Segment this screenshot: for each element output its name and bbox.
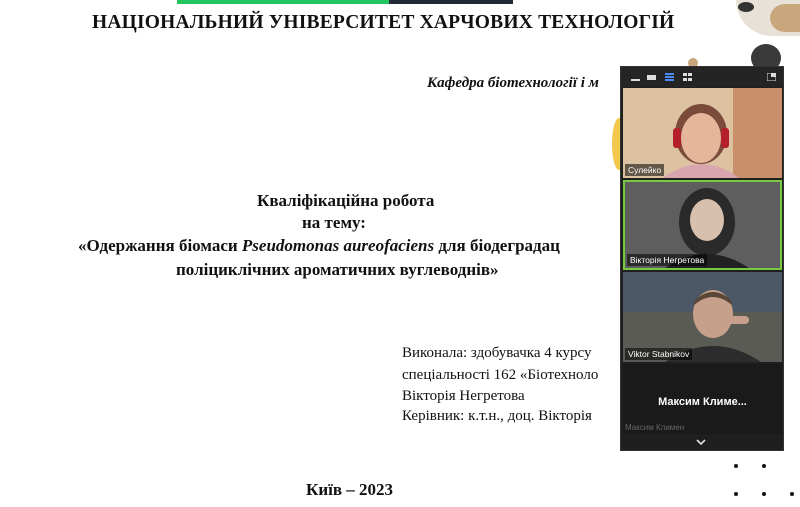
green-toolbar-strip[interactable]: [177, 0, 389, 4]
decorative-dot: [762, 464, 766, 468]
participant-video-tile[interactable]: [623, 272, 782, 362]
decorative-dot: [770, 4, 800, 32]
thesis-topic-line1: [78, 236, 560, 256]
decorative-dot: [790, 492, 794, 496]
participant-name: Сулейко: [625, 164, 664, 176]
participant-subname: Максим Климен: [625, 423, 685, 432]
decorative-dot: [738, 2, 754, 12]
minimize-icon[interactable]: [631, 73, 640, 81]
participant-video-tile[interactable]: [623, 364, 782, 434]
topic-text: для біодеградац: [434, 236, 560, 255]
topic-text: «Одержання біомаси: [78, 236, 242, 255]
decorative-dot: [734, 492, 738, 496]
exit-minimized-icon[interactable]: [767, 73, 776, 81]
student-name: Вікторія Негретова: [402, 388, 525, 404]
active-speaker-tile[interactable]: [623, 180, 782, 270]
participant-video-tile[interactable]: [623, 88, 782, 178]
thesis-subheading: на тему:: [302, 213, 366, 232]
chevron-down-icon[interactable]: [695, 437, 707, 447]
dark-toolbar-strip[interactable]: [389, 0, 513, 4]
decorative-dot: [734, 464, 738, 468]
university-title: НАЦІОНАЛЬНИЙ УНІВЕРСИТЕТ ХАРЧОВИХ ТЕХНОЛОГІЙ: [92, 12, 675, 33]
video-call-panel[interactable]: [620, 66, 784, 451]
performer-line: Виконала: здобувачка 4 курсу: [402, 345, 592, 361]
thesis-topic-line2: поліциклічних ароматичних вуглеводнів»: [176, 260, 499, 279]
city-year: Київ – 2023: [306, 480, 394, 499]
participant-name: Максим Климе...: [658, 396, 747, 408]
decorative-dot: [762, 492, 766, 496]
specialty-line: спеціальності 162 «Біотехноло: [402, 367, 599, 383]
thesis-heading: Кваліфікаційна робота: [257, 191, 435, 210]
participant-name: Вікторія Негретова: [627, 254, 707, 266]
supervisor-line: Керівник: к.т.н., доц. Вікторія: [402, 408, 592, 424]
panel-toolbar: [621, 67, 783, 87]
single-view-icon[interactable]: [647, 73, 656, 81]
department-name: Кафедра біотехнології і м: [427, 75, 599, 91]
participant-name: Viktor Stabnikov: [625, 348, 692, 360]
strip-view-icon[interactable]: [665, 73, 674, 81]
organism-name: Pseudomonas aureofaciens: [241, 236, 435, 255]
grid-view-icon[interactable]: [683, 73, 692, 81]
